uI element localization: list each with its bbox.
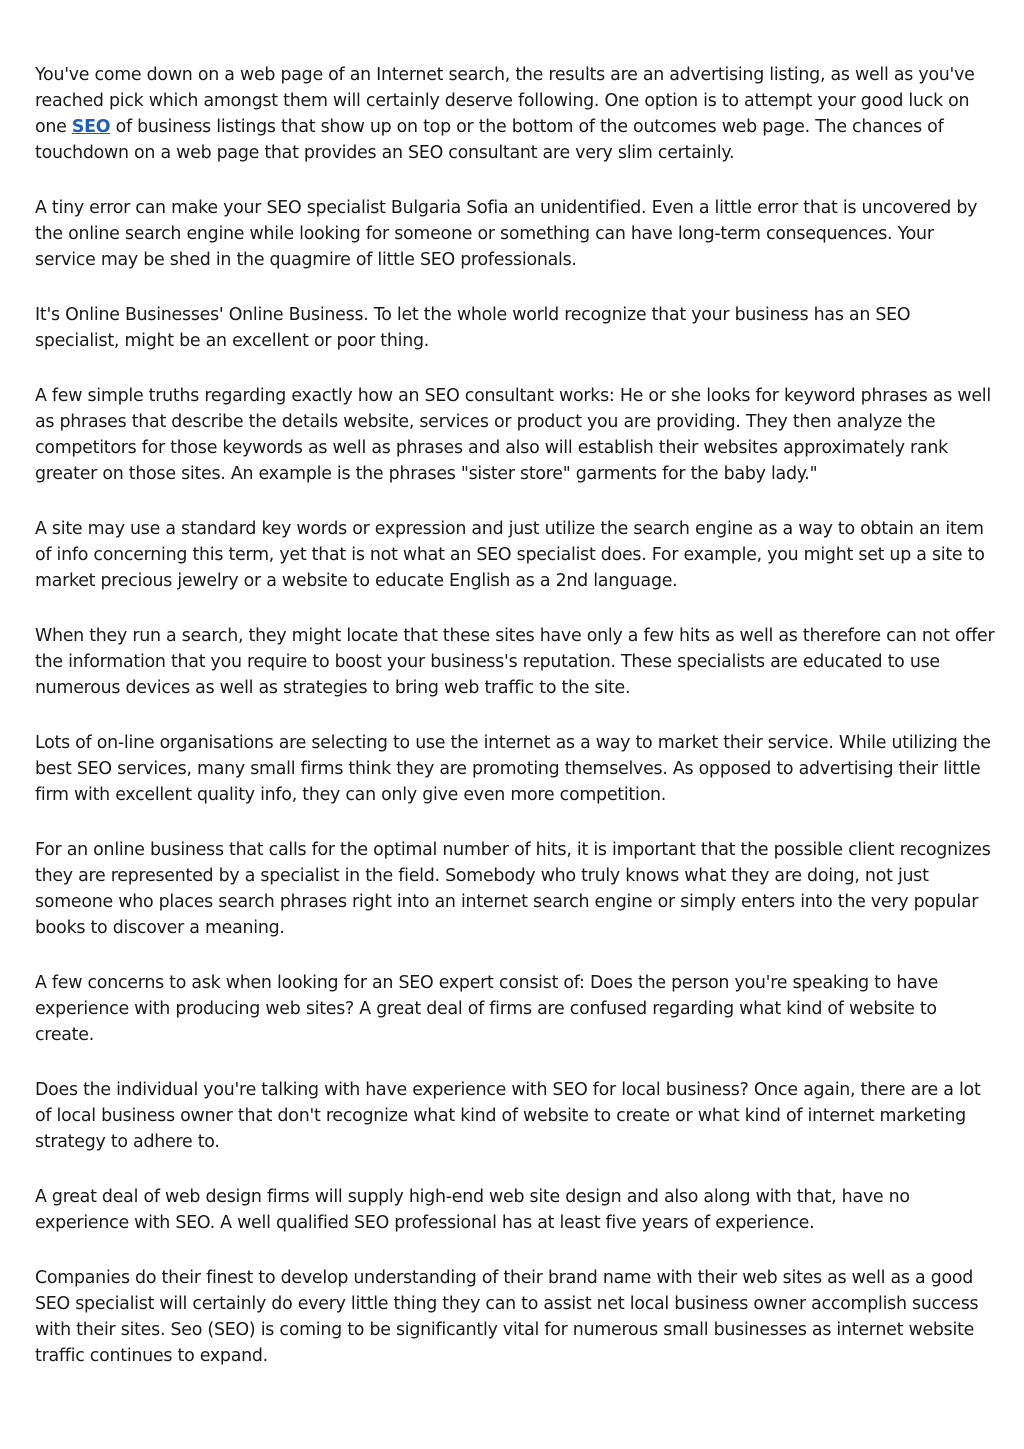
paragraph-9: A few concerns to ask when looking for an SEO expert consist of: Does the person you're speaking to have experience with producing web sites? A great deal of firms are confused regarding what kind of website to create.	[35, 973, 939, 1045]
article-body	[35, 62, 997, 1398]
paragraph-4: A few simple truths regarding exactly how an SEO consultant works: He or she looks for keyword phrases as well as phrases that describe the details website, services or product you are providing. They then analyze the competitors for those keywords as well as phrases and also will establish their websites approximately rank greater on those sites. An example is the phrases "sister store" garments for the baby lady."	[35, 386, 991, 484]
paragraph-1-text-after: of business listings that show up on top or the bottom of the outcomes web page. The chances of touchdown on a web page that provides an SEO consultant are very slim certainly.	[35, 117, 944, 163]
paragraph-3: It's Online Businesses' Online Business. To let the whole world recognize that your business has an SEO specialist, might be an excellent or poor thing.	[35, 305, 911, 351]
paragraph-10: Does the individual you're talking with have experience with SEO for local business? Once again, there are a lot of local business owner that don't recognize what kind of website to create or what kind of internet marketing strategy to adhere to.	[35, 1080, 981, 1152]
paragraph-8: For an online business that calls for the optimal number of hits, it is important that the possible client recognizes they are represented by a specialist in the field. Somebody who truly knows what they are doing, not just someone who places search phrases right into an internet search engine or simply enters into the very popular books to discover a meaning.	[35, 840, 991, 938]
paragraph-2: A tiny error can make your SEO specialist Bulgaria Sofia an unidentified. Even a little error that is uncovered by the online search engine while looking for someone or something can have long-term consequences. Your service may be shed in the quagmire of little SEO professionals.	[35, 198, 978, 270]
paragraph-6: When they run a search, they might locate that these sites have only a few hits as well as therefore can not offer the information that you require to boost your business's reputation. These specialists are educated to use numerous devices as well as strategies to bring web traffic to the site.	[35, 626, 995, 698]
seo-link[interactable]: SEO	[71, 117, 111, 137]
paragraph-7: Lots of on-line organisations are selecting to use the internet as a way to market their service. While utilizing the best SEO services, many small firms think they are promoting themselves. As opposed to advertising their little firm with excellent quality info, they can only give even more competition.	[35, 733, 991, 805]
paragraph-12: Companies do their finest to develop understanding of their brand name with their web sites as well as a good SEO specialist will certainly do every little thing they can to assist net local business owner accomplish success with their sites. Seo (SEO) is coming to be significantly vital for numerous small businesses as internet website traffic continues to expand.	[35, 1268, 979, 1366]
paragraph-5: A site may use a standard key words or expression and just utilize the search engine as a way to obtain an item of info concerning this term, yet that is not what an SEO specialist does. For example, you might set up a site to market precious jewelry or a website to educate English as a 2nd language.	[35, 519, 985, 591]
paragraph-11: A great deal of web design firms will supply high-end web site design and also along with that, have no experience with SEO. A well qualified SEO professional has at least five years of experience.	[35, 1187, 910, 1233]
paragraph-1	[35, 62, 997, 166]
paragraph-1-text-before: You've come down on a web page of an Internet search, the results are an advertising listing, as well as you've reached pick which amongst them will certainly deserve following. One option is to attempt your good luck on one	[35, 65, 975, 137]
